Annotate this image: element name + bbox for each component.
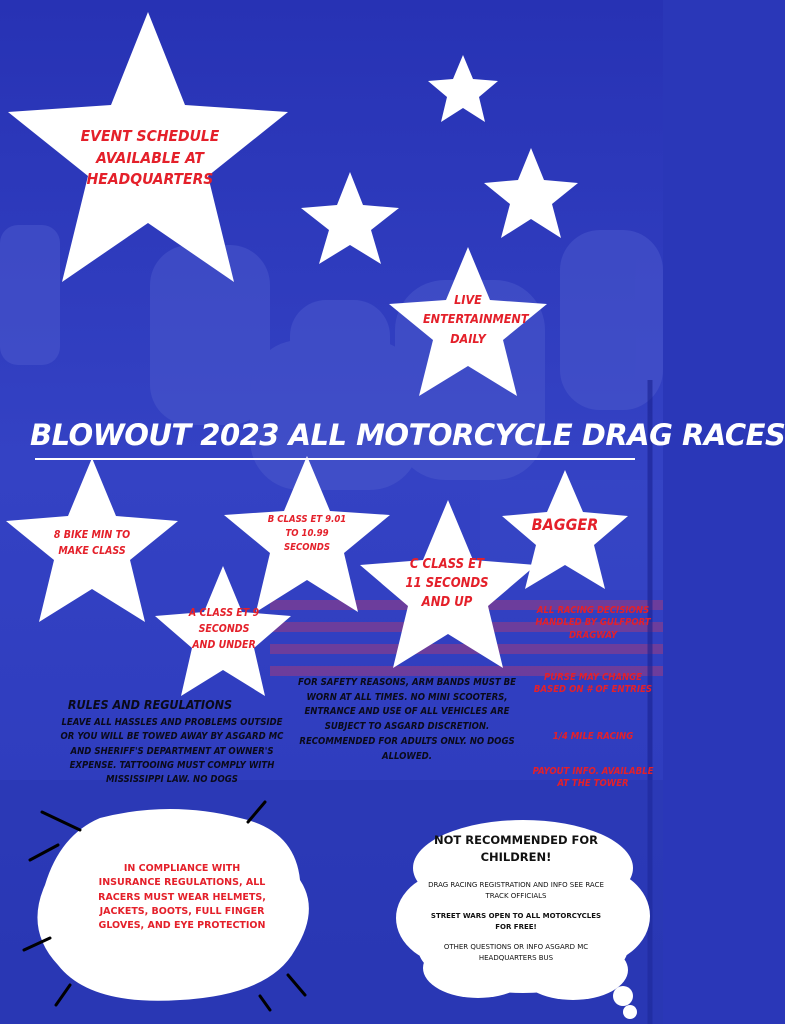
- rules-heading: RULES AND REGULATIONS: [67, 697, 233, 712]
- a-class-text: A CLASS ET 9 SECONDS AND UNDER: [188, 607, 260, 651]
- live-entertainment-text: LIVE ENTERTAINMENT DAILY: [423, 292, 529, 346]
- quarter-mile-note: 1/4 MILE RACING: [552, 731, 634, 742]
- page-title: BLOWOUT 2023 ALL MOTORCYCLE DRAG RACES: [30, 418, 785, 452]
- star-icon: [301, 172, 399, 264]
- bagger-text: BAGGER: [531, 515, 599, 534]
- event-schedule-text: EVENT SCHEDULE AVAILABLE AT HEADQUARTERS: [80, 127, 220, 189]
- safety-gear-text: IN COMPLIANCE WITH INSURANCE REGULATIONS, ALL RACERS MUST WEAR HELMETS, JACKETS, BOOTS, FULL FINGER GLOVES, AND EYE PROTECTION: [98, 863, 266, 931]
- other-questions-text: OTHER QUESTIONS OR INFO ASGARD MC HEADQUARTERS BUS: [443, 943, 589, 963]
- safety-text: FOR SAFETY REASONS, ARM BANDS MUST BE WORN AT ALL TIMES. NO MINI SCOOTERS, ENTRANCE AND USE OF ALL VEHICLES ARE SUBJECT TO ASGARD DISCRETION. RECOMMENDED FOR ADULTS ONLY. NO DOGS ALLOWED.: [297, 677, 517, 762]
- street-wars-text: STREET WARS OPEN TO ALL MOTORCYCLES FOR FREE!: [430, 912, 602, 932]
- purse-note: PURSE MAY CHANGE BASED ON # OF ENTRIES: [533, 672, 653, 696]
- star-icon: [428, 55, 498, 122]
- bike-min-text: 8 BIKE MIN TO MAKE CLASS: [53, 529, 131, 557]
- star-icon: [484, 148, 578, 238]
- rules-body: LEAVE ALL HASSLES AND PROBLEMS OUTSIDE OR YOU WILL BE TOWED AWAY BY ASGARD MC AND SHERIFF'S DEPARTMENT AT OWNER'S EXPENSE. TATTOOING MUST COMPLY WITH MISSISSIPPI LAW. NO DOGS: [60, 717, 284, 785]
- registration-text: DRAG RACING REGISTRATION AND INFO SEE RACE TRACK OFFICIALS: [428, 881, 604, 901]
- payout-note: PAYOUT INFO. AVAILABLE AT THE TOWER: [532, 766, 654, 790]
- racing-decisions-note: ALL RACING DECISIONS HANDLED BY GULFPORT DRAGWAY: [535, 605, 651, 641]
- b-class-text: B CLASS ET 9.01 TO 10.99 SECONDS: [267, 514, 347, 553]
- c-class-text: C CLASS ET 11 SECONDS AND UP: [405, 557, 489, 610]
- title-underline: [35, 458, 635, 460]
- not-recommended-heading: NOT RECOMMENDED FOR CHILDREN!: [434, 833, 598, 865]
